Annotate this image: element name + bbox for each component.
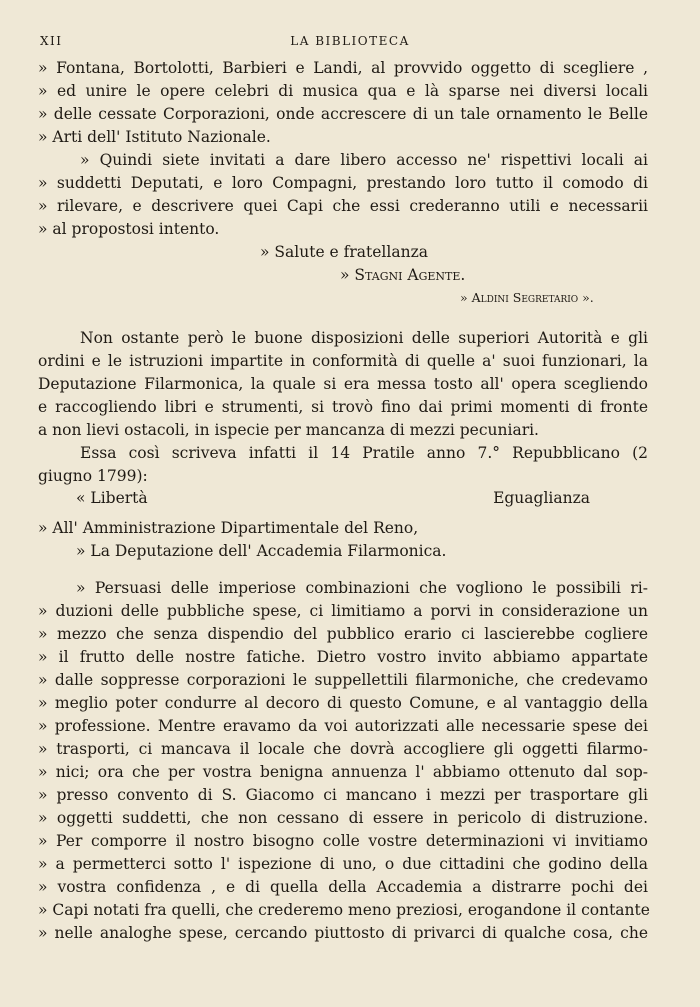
text-line: e raccogliendo libri e strumenti, si trovò fino dai primi momenti di fronte	[38, 398, 648, 416]
text-line: ordini e le istruzioni impartite in conformità di quelle a' suoi funzionari, la	[38, 352, 648, 370]
text-line: » trasporti, ci mancava il locale che dovrà accogliere gli oggetti filarmo-	[38, 740, 648, 758]
text-line: » suddetti Deputati, e loro Compagni, prestando loro tutto il comodo di	[38, 174, 648, 192]
text-line: » nici; ora che per vostra benigna annuenza l' abbiamo ottenuto dal sop-	[38, 763, 648, 781]
text-line: » a permetterci sotto l' ispezione di uno, o due cittadini che godino della	[38, 855, 648, 873]
text-line: » Quindi siete invitati a dare libero accesso ne' rispettivi locali ai	[80, 151, 648, 169]
text-line: » Capi notati fra quelli, che crederemo meno preziosi, erogandone il contante	[38, 901, 650, 919]
motto-line	[76, 486, 590, 510]
text-line: » Per comporre il nostro bisogno colle vostre determinazioni vi invitiamo	[38, 832, 648, 850]
text-line: » delle cessate Corporazioni, onde accrescere di un tale ornamento le Belle	[38, 105, 648, 123]
text-line: » meglio poter condurre al decoro di questo Comune, e al vantaggio della	[38, 694, 648, 712]
text-line: » mezzo che senza dispendio del pubblico erario ci lascierebbe cogliere	[38, 625, 648, 643]
text-line: » rilevare, e descrivere quei Capi che essi crederanno utili e necessarii	[38, 197, 648, 215]
text-line: giugno 1799):	[38, 467, 148, 485]
page-number: XII	[40, 34, 63, 48]
motto-eguaglianza: Eguaglianza	[493, 489, 590, 507]
text-line: » il frutto delle nostre fatiche. Dietro vostro invito abbiamo appartate	[38, 648, 648, 666]
text-line: » al propostosi intento.	[38, 220, 220, 238]
text-line: Essa così scriveva infatti il 14 Pratile anno 7.° Repubblicano (2	[80, 444, 648, 462]
page-header	[40, 34, 660, 54]
text-line: » dalle soppresse corporazioni le suppellettili filarmoniche, che credevamo	[38, 671, 648, 689]
closing-salute: » Salute e fratellanza	[260, 243, 428, 261]
sender-line: » La Deputazione dell' Accademia Filarmonica.	[76, 542, 447, 560]
text-line: » oggetti suddetti, che non cessano di essere in pericolo di distruzione.	[38, 809, 648, 827]
motto-liberta: « Libertà	[76, 489, 148, 507]
text-line: Non ostante però le buone disposizioni delle superiori Autorità e gli	[80, 329, 648, 347]
signature-secretary: » Aldini Segretario ».	[460, 290, 594, 305]
text-line: » Persuasi delle imperiose combinazioni che vogliono le possibili ri-	[76, 579, 648, 597]
signature-agent: » Stagni Agente.	[340, 266, 466, 284]
text-line: » presso convento di S. Giacomo ci mancano i mezzi per trasportare gli	[38, 786, 648, 804]
address-line: » All' Amministrazione Dipartimentale del Reno,	[38, 519, 419, 537]
running-title: LA BIBLIOTECA	[290, 34, 410, 48]
text-line: a non lievi ostacoli, in ispecie per mancanza di mezzi pecuniari.	[38, 421, 539, 439]
text-line: » duzioni delle pubbliche spese, ci limitiamo a porvi in considerazione un	[38, 602, 648, 620]
text-line: » Fontana, Bortolotti, Barbieri e Landi, al provvido oggetto di scegliere ,	[38, 59, 648, 77]
text-line: » Arti dell' Istituto Nazionale.	[38, 128, 271, 146]
text-line: » nelle analoghe spese, cercando piuttosto di privarci di qualche cosa, che	[38, 924, 648, 942]
text-line: Deputazione Filarmonica, la quale si era messa tosto all' opera scegliendo	[38, 375, 648, 393]
text-line: » ed unire le opere celebri di musica qua e là sparse nei diversi locali	[38, 82, 648, 100]
text-line: » vostra confidenza , e di quella della Accademia a distrarre pochi dei	[38, 878, 648, 896]
text-line: » professione. Mentre eravamo da voi autorizzati alle necessarie spese dei	[38, 717, 648, 735]
